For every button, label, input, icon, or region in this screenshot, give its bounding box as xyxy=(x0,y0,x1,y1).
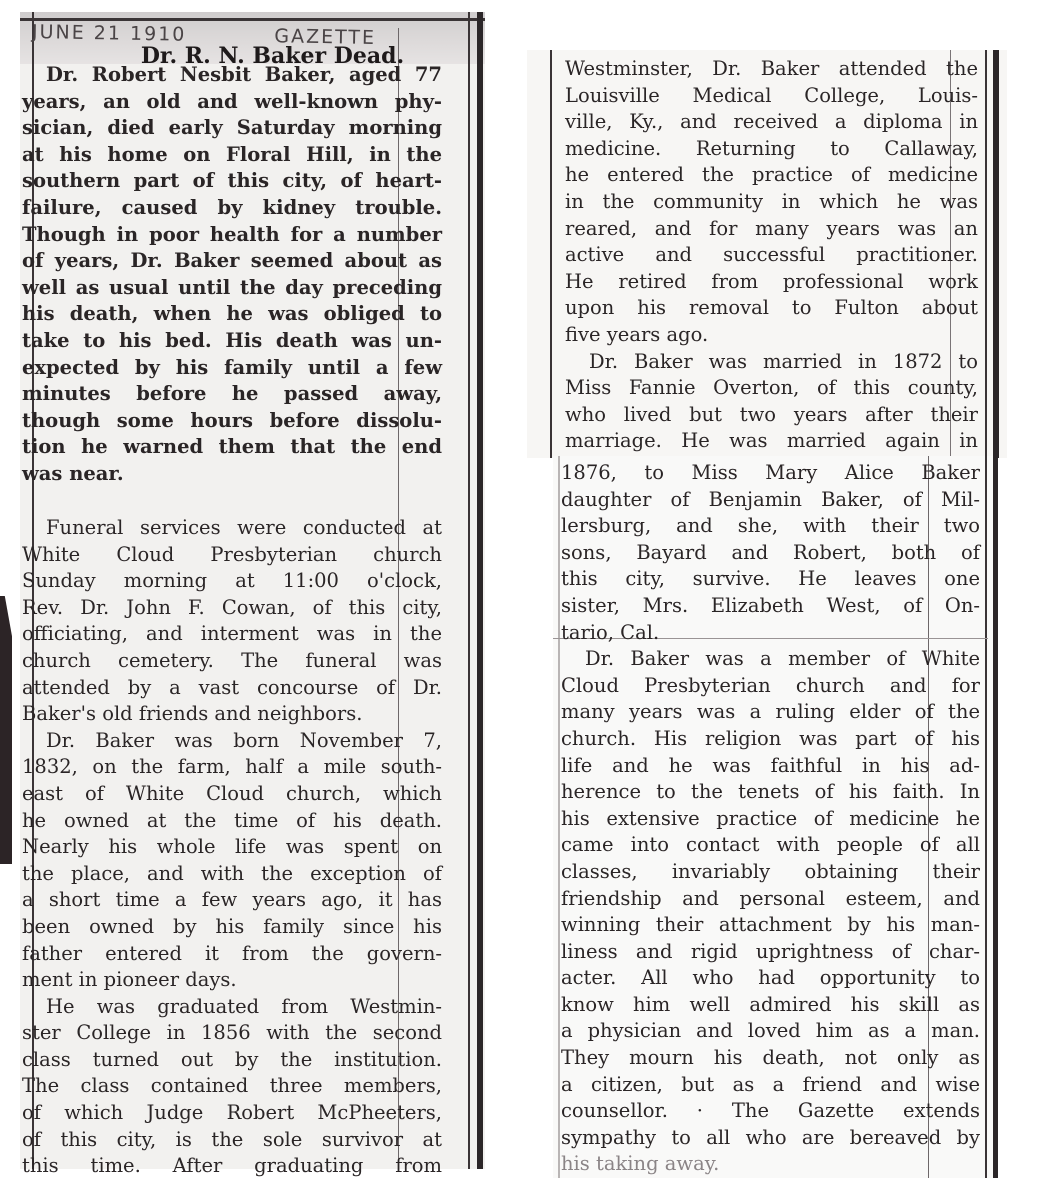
article-column-left-part2 xyxy=(22,515,442,1180)
article-line: sician, died early Saturday morning xyxy=(22,116,442,140)
article-line: at his home on Floral Hill, in the xyxy=(22,142,442,166)
column-rule-heavy xyxy=(993,456,998,1178)
article-line: Dr. Baker was born November 7, xyxy=(46,728,442,752)
handwritten-date: JUNE 21 1910 xyxy=(31,20,187,46)
column-rule-left xyxy=(558,456,560,1178)
article-line: his taking away. xyxy=(561,1152,720,1176)
article-line: He was graduated from Westmin- xyxy=(46,994,442,1018)
article-line: came into contact with people of all xyxy=(561,833,980,857)
article-line: Funeral services were conducted at xyxy=(46,516,442,539)
article-line: Miss Fannie Overton, of this county, xyxy=(565,376,978,400)
article-line: attended by a vast concourse of Dr. xyxy=(22,675,442,699)
article-line: of years, Dr. Baker seemed about as xyxy=(22,249,442,273)
article-line: of this city, is the sole survivor at xyxy=(22,1127,442,1151)
article-line: Louisville Medical College, Louis- xyxy=(565,83,978,107)
article-line: class turned out by the institution. xyxy=(22,1047,442,1071)
article-line: southern part of this city, of heart- xyxy=(22,169,442,193)
article-line: many years was a ruling elder of the xyxy=(561,700,980,724)
article-line: life and he was faithful in his ad- xyxy=(561,753,980,777)
article-line: Rev. Dr. John F. Cowan, of this city, xyxy=(22,595,442,619)
article-line: east of White Cloud church, which xyxy=(22,781,442,805)
article-line: Westminster, Dr. Baker attended the xyxy=(565,57,978,80)
article-line: who lived but two years after their xyxy=(565,402,978,426)
article-line: his death, when he was obliged to xyxy=(22,302,442,326)
article-line: sons, Bayard and Robert, both of xyxy=(561,540,980,564)
article-line: of which Judge Robert McPheeters, xyxy=(22,1101,442,1125)
headline: Dr. R. N. Baker Dead. xyxy=(140,43,405,69)
article-line: failure, caused by kidney trouble. xyxy=(22,195,442,219)
article-line: Sunday morning at 11:00 o'clock, xyxy=(22,569,442,593)
article-line: father entered it from the govern- xyxy=(22,941,442,965)
article-line: take to his bed. His death was un- xyxy=(22,328,442,352)
article-line: church cemetery. The funeral was xyxy=(22,648,442,672)
article-line: this city, survive. He leaves one xyxy=(561,567,980,591)
article-line: tion he warned them that the end xyxy=(22,435,442,459)
article-line: medicine. Returning to Callaway, xyxy=(565,136,978,160)
article-column-left-part1 xyxy=(22,62,442,488)
article-line: this time. After graduating from xyxy=(22,1154,442,1178)
article-line: herence to the tenets of his faith. In xyxy=(561,780,980,804)
article-line: marriage. He was married again in xyxy=(565,429,978,453)
article-line: Though in poor health for a number xyxy=(22,222,442,246)
article-line: in the community in which he was xyxy=(565,189,978,213)
article-line: friendship and personal esteem, and xyxy=(561,886,980,910)
column-rule-right xyxy=(468,12,470,1169)
article-line: Nearly his whole life was spent on xyxy=(22,835,442,859)
article-line: upon his removal to Fulton about xyxy=(565,296,978,320)
article-column-right-lower xyxy=(561,460,980,1178)
article-line: He retired from professional work xyxy=(565,269,978,293)
article-line: well as usual until the day preceding xyxy=(22,275,442,299)
article-line: They mourn his death, not only as xyxy=(561,1046,980,1070)
article-line: daughter of Benjamin Baker, of Mil- xyxy=(561,487,980,511)
article-line: five years ago. xyxy=(565,322,709,346)
top-rule xyxy=(20,18,485,21)
article-line: lersburg, and she, with their two xyxy=(561,514,980,538)
scan-edge-shadow xyxy=(0,596,12,864)
article-line: a short time a few years ago, it has xyxy=(22,888,442,912)
article-line: White Cloud Presbyterian church xyxy=(22,542,442,566)
article-line: his extensive practice of medicine he xyxy=(561,806,980,830)
article-line: acter. All who had opportunity to xyxy=(561,966,980,990)
article-line: though some hours before dissolu- xyxy=(22,408,442,432)
article-line: classes, invariably obtaining their xyxy=(561,859,980,883)
article-line: Dr. Robert Nesbit Baker, aged 77 xyxy=(46,63,442,86)
article-line: a citizen, but as a friend and wise xyxy=(561,1072,980,1096)
article-line: liness and rigid uprightness of char- xyxy=(561,939,980,963)
article-line: Dr. Baker was a member of White xyxy=(585,647,980,671)
handwritten-source: GAZETTE xyxy=(274,25,377,50)
article-line: 1832, on the farm, half a mile south- xyxy=(22,755,442,779)
article-line: the place, and with the exception of xyxy=(22,861,442,885)
article-line: ville, Ky., and received a diploma in xyxy=(565,110,978,134)
column-rule-right xyxy=(985,50,987,458)
column-rule-heavy xyxy=(993,50,999,458)
article-line: counsellor. · The Gazette extends xyxy=(561,1099,980,1123)
article-line: 1876, to Miss Mary Alice Baker xyxy=(561,461,980,484)
article-line: Cloud Presbyterian church and for xyxy=(561,673,980,697)
column-rule-heavy xyxy=(477,12,483,1169)
article-line: expected by his family until a few xyxy=(22,355,442,379)
article-line: he owned at the time of his death. xyxy=(22,808,442,832)
article-line: active and successful practitioner. xyxy=(565,243,978,267)
article-line: winning their attachment by his man- xyxy=(561,913,980,937)
article-line: years, an old and well-known phy- xyxy=(22,89,442,113)
article-line: sympathy to all who are bereaved by xyxy=(561,1125,980,1149)
article-line: was near. xyxy=(22,461,124,485)
article-line: a physician and loved him as a man. xyxy=(561,1019,980,1043)
article-line: he entered the practice of medicine xyxy=(565,163,978,187)
article-line: church. His religion was part of his xyxy=(561,726,980,750)
article-line: know him well admired his skill as xyxy=(561,992,980,1016)
article-line: minutes before he passed away, xyxy=(22,382,442,406)
article-line: tario, Cal. xyxy=(561,620,660,644)
column-rule-left xyxy=(550,50,552,458)
article-line: sister, Mrs. Elizabeth West, of On- xyxy=(561,593,980,617)
article-line: reared, and for many years was an xyxy=(565,216,978,240)
article-line: ment in pioneer days. xyxy=(22,968,237,992)
column-rule-right xyxy=(985,456,987,1178)
article-line: ster College in 1856 with the second xyxy=(22,1021,442,1045)
article-column-right-upper xyxy=(565,56,978,455)
article-line: Baker's old friends and neighbors. xyxy=(22,702,363,726)
article-line: officiating, and interment was in the xyxy=(22,622,442,646)
article-line: been owned by his family since his xyxy=(22,914,442,938)
article-line: Dr. Baker was married in 1872 to xyxy=(589,349,978,373)
article-line: The class contained three members, xyxy=(22,1074,442,1098)
